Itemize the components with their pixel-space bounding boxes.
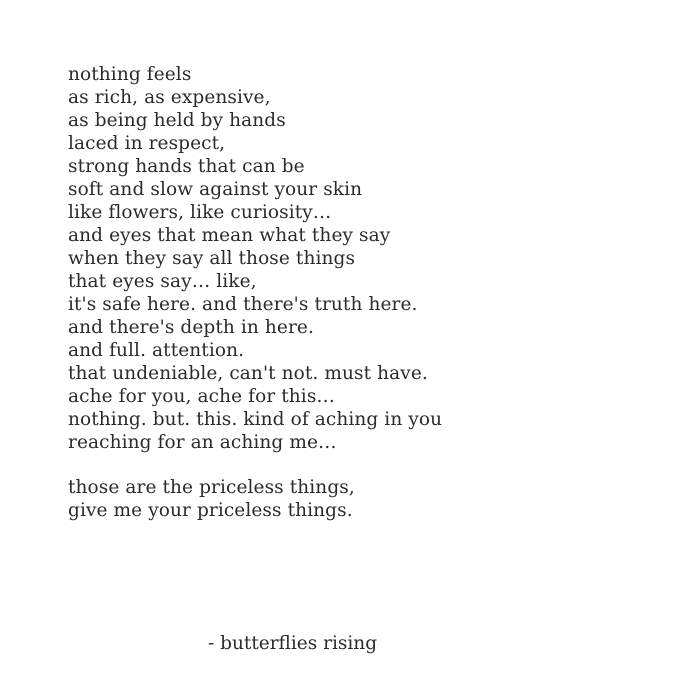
poem-line: laced in respect, — [68, 133, 226, 154]
poem-line: it's safe here. and there's truth here. — [68, 294, 418, 315]
poem-line: as rich, as expensive, — [68, 87, 271, 108]
poem-line: nothing feels — [68, 64, 192, 85]
poem-body — [68, 63, 668, 522]
poem-line: strong hands that can be — [68, 156, 305, 177]
poem-line: those are the priceless things, — [68, 477, 355, 498]
poem-line: ache for you, ache for this… — [68, 386, 336, 407]
poem-line: and eyes that mean what they say — [68, 225, 391, 246]
poem-line: reaching for an aching me… — [68, 432, 337, 453]
stanza-1 — [68, 63, 668, 454]
poem-line: nothing. but. this. kind of aching in you — [68, 409, 443, 430]
poem-line: as being held by hands — [68, 110, 286, 131]
poem-line: and there's depth in here. — [68, 317, 314, 338]
poem-line: and full. attention. — [68, 340, 245, 361]
poem-line: like flowers, like curiosity… — [68, 202, 332, 223]
poem-line: when they say all those things — [68, 248, 356, 269]
author-signature: - butterflies rising — [208, 633, 378, 654]
poem-line: soft and slow against your skin — [68, 179, 363, 200]
stanza-2 — [68, 476, 668, 522]
poem-line: give me your priceless things. — [68, 500, 353, 521]
poem-line: that undeniable, can't not. must have. — [68, 363, 428, 384]
poem-line: that eyes say… like, — [68, 271, 257, 292]
